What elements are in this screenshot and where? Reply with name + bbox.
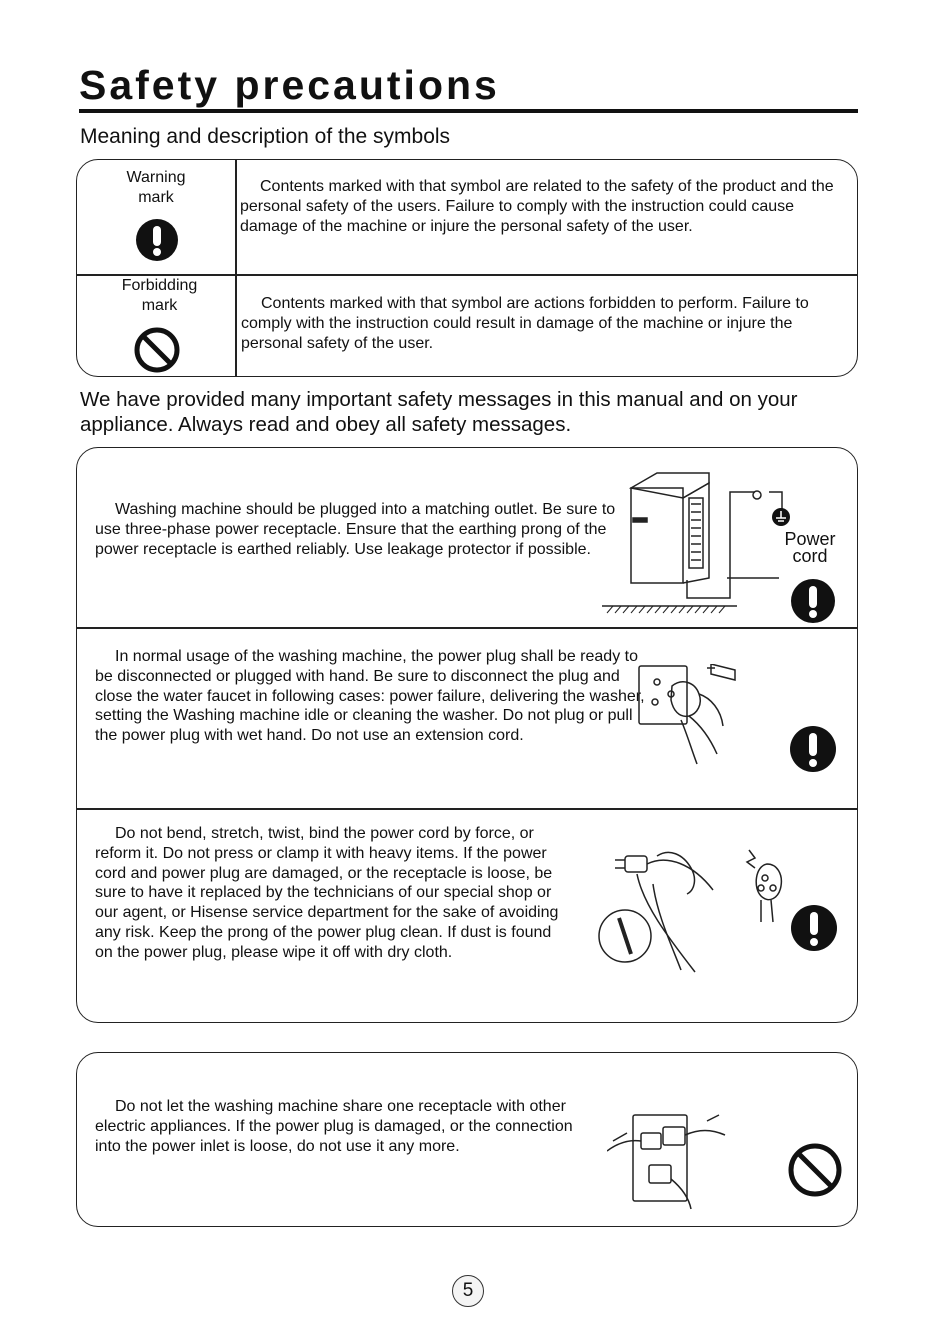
safety-sections-box xyxy=(76,447,858,1023)
multi-plug-socket-illustration xyxy=(607,1111,727,1216)
forbidden-circle-icon xyxy=(133,326,181,377)
intro-paragraph: We have provided many important safety messages in this manual and on your appliance. Always read and obey all safety messages. xyxy=(80,388,798,436)
plug-socket-illustration xyxy=(637,664,757,789)
power-cord-label: Power cord xyxy=(784,529,836,566)
section-3-warning-icon xyxy=(790,904,838,957)
warning-exclamation-icon xyxy=(135,218,179,267)
title-rule xyxy=(79,109,858,113)
section-1-warning-icon xyxy=(790,578,836,629)
forbidding-mark-description: Contents marked with that symbol are actions forbidden to perform. Failure to comply with the instruction could result in damage of the machine or injure the personal safety of the user. xyxy=(241,295,809,352)
page-subtitle: Meaning and description of the symbols xyxy=(80,125,451,148)
section-2-text: In normal usage of the washing machine, the power plug shall be ready to be disconnected or plugged with hand. Be sure to disconnect the plug and close the water faucet in following cases: power failure, delivering the washer, setting the Washing machine idle or cleaning the washer. Do not plug or pull the power plug with wet hand. Do not use an extension cord. xyxy=(95,648,645,745)
power-cord-handling-illustration xyxy=(597,844,797,979)
section-4-text: Do not let the washing machine share one receptacle with other electric appliances. If the power plug is damaged, or the connection into the power inlet is loose, do not use it any more. xyxy=(95,1098,573,1155)
warning-mark-label: Warning mark xyxy=(126,169,186,206)
shared-receptacle-box xyxy=(76,1052,858,1227)
warning-mark-description: Contents marked with that symbol are related to the safety of the product and the personal safety of the users. Failure to comply with the instruction could cause damage of the machine or injure the personal safety of the user. xyxy=(240,178,834,235)
section-2-warning-icon xyxy=(789,725,837,778)
section-4-forbidden-icon xyxy=(787,1142,843,1203)
section-3-text: Do not bend, stretch, twist, bind the power cord by force, or reform it. Do not press or clamp it with heavy items. If the power cord and power plug are damaged, or the receptacle is loose, be sure to have it replaced by the technicians of our special shop or our agent, or Hisense service department for the sake of avoiding any risk. Keep the prong of the power plug clean. If dust is found on the power plug, please wipe it off with dry cloth. xyxy=(95,825,559,961)
page-title: Safety precautions xyxy=(79,62,500,108)
symbols-table xyxy=(76,159,858,377)
section-1-text: Washing machine should be plugged into a matching outlet. Be sure to use three-phase power receptacle. Ensure that the earthing prong of the power receptacle is earthed reliably. Use leakage protector if possible. xyxy=(95,501,616,558)
page-number: 5 xyxy=(452,1275,484,1307)
forbidding-mark-label: Forbidding mark xyxy=(121,277,198,314)
